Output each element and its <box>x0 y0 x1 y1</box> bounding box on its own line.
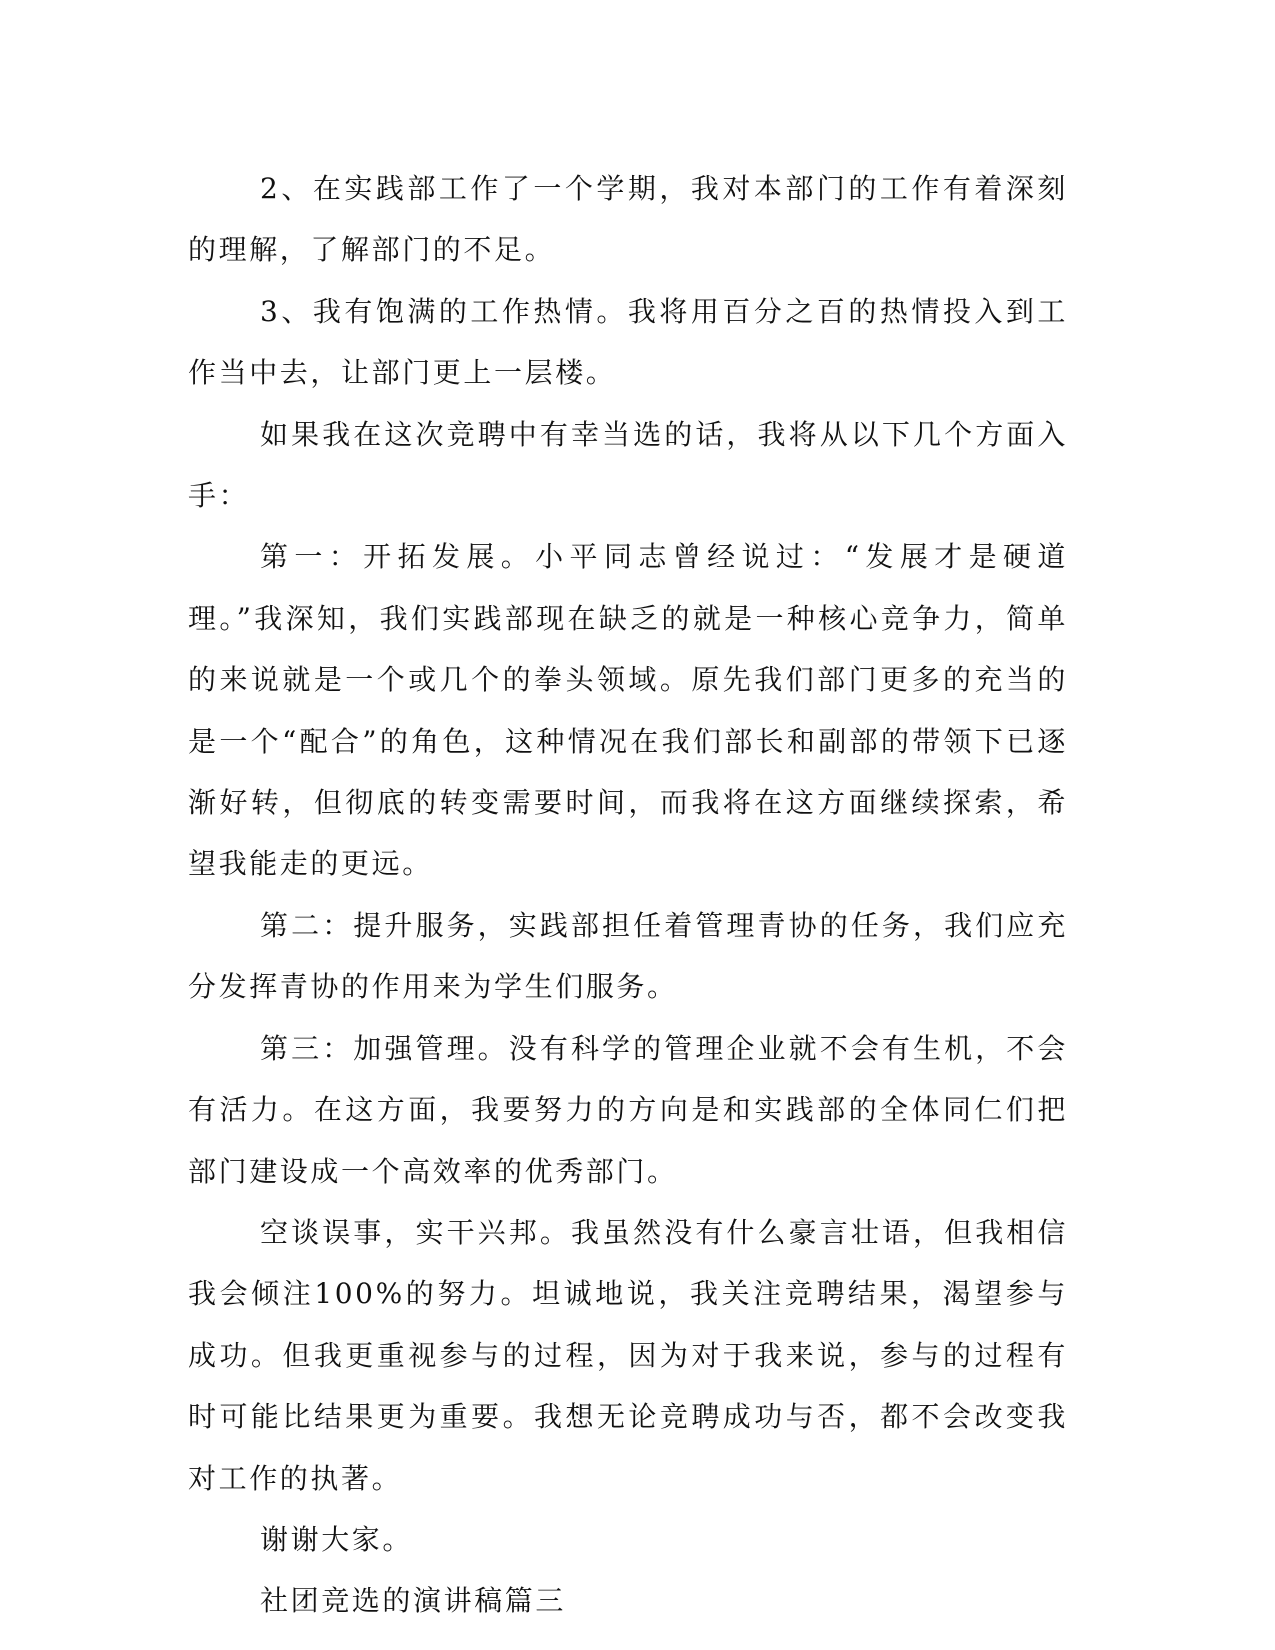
paragraph-7: 空谈误事，实干兴邦。我虽然没有什么豪言壮语，但我相信我会倾注100%的努力。坦诚地说，我关注竞聘结果，渴望参与成功。但我更重视参与的过程，因为对于我来说，参与的过程有时可能比结果更为重要。我想无论竞聘成功与否，都不会改变我对工作的执著。 <box>188 1215 1068 1495</box>
paragraph-6: 第三：加强管理。没有科学的管理企业就不会有生机，不会有活力。在这方面，我要努力的方向是和实践部的全体同仁们把部门建设成一个高效率的优秀部门。 <box>188 1031 1068 1188</box>
paragraph-2: 3、我有饱满的工作热情。我将用百分之百的热情投入到工作当中去，让部门更上一层楼。 <box>188 294 1068 390</box>
paragraph-3: 如果我在这次竞聘中有幸当选的话，我将从以下几个方面入手： <box>188 417 1068 513</box>
paragraph-4: 第一：开拓发展。小平同志曾经说过：“发展才是硬道理。”我深知，我们实践部现在缺乏的就是一种核心竞争力，简单的来说就是一个或几个的拳头领域。原先我们部门更多的充当的是一个“配合”的角色，这种情况在我们部长和副部的带领下已逐渐好转，但彻底的转变需要时间，而我将在这方面继续探索，希望我能走的更远。 <box>188 540 1068 881</box>
paragraph-5: 第二：提升服务，实践部担任着管理青协的任务，我们应充分发挥青协的作用来为学生们服务。 <box>188 908 1068 1004</box>
paragraph-1: 2、在实践部工作了一个学期，我对本部门的工作有着深刻的理解，了解部门的不足。 <box>188 172 1068 267</box>
document-body <box>188 158 1068 1632</box>
section-heading: 社团竞选的演讲稿篇三 <box>260 1584 567 1618</box>
paragraph-8: 谢谢大家。 <box>260 1522 414 1556</box>
